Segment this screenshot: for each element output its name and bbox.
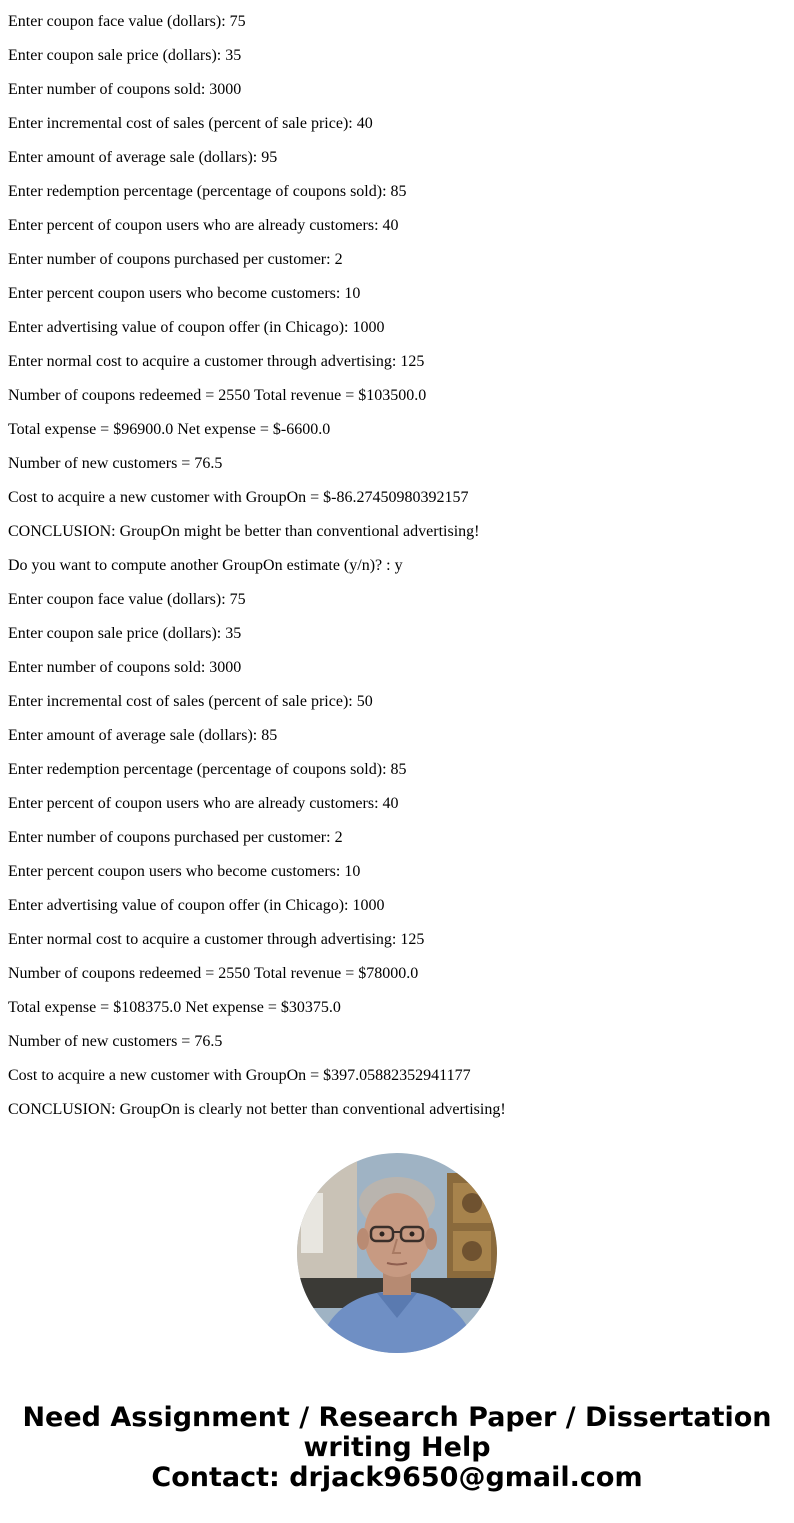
transcript-line: CONCLUSION: GroupOn is clearly not better than conventional advertising! — [8, 1101, 506, 1118]
transcript-line: Enter advertising value of coupon offer (in Chicago): 1000 — [8, 897, 385, 914]
transcript-line: Enter redemption percentage (percentage of coupons sold): 85 — [8, 761, 407, 778]
transcript-line: Cost to acquire a new customer with GroupOn = $-86.27450980392157 — [8, 489, 469, 506]
console-transcript — [8, 13, 788, 1135]
assignment-help-banner — [0, 1403, 794, 1493]
transcript-line: Total expense = $96900.0 Net expense = $-6600.0 — [8, 421, 331, 438]
transcript-line: Number of coupons redeemed = 2550 Total revenue = $103500.0 — [8, 387, 427, 404]
transcript-line: Enter percent coupon users who become customers: 10 — [8, 863, 361, 880]
author-avatar — [297, 1153, 497, 1353]
transcript-line: Enter advertising value of coupon offer (in Chicago): 1000 — [8, 319, 385, 336]
transcript-line: Enter percent of coupon users who are already customers: 40 — [8, 795, 399, 812]
transcript-line: Number of new customers = 76.5 — [8, 455, 223, 472]
transcript-line: Number of coupons redeemed = 2550 Total revenue = $78000.0 — [8, 965, 419, 982]
transcript-line: Enter percent of coupon users who are already customers: 40 — [8, 217, 399, 234]
transcript-line: Enter coupon sale price (dollars): 35 — [8, 47, 242, 64]
transcript-line: Enter number of coupons sold: 3000 — [8, 659, 242, 676]
portrait-image — [297, 1153, 497, 1353]
transcript-line: Enter incremental cost of sales (percent of sale price): 50 — [8, 693, 373, 710]
transcript-line: Number of new customers = 76.5 — [8, 1033, 223, 1050]
transcript-line: Cost to acquire a new customer with GroupOn = $397.05882352941177 — [8, 1067, 471, 1084]
transcript-line: Enter amount of average sale (dollars): 85 — [8, 727, 278, 744]
transcript-line: Enter normal cost to acquire a customer through advertising: 125 — [8, 931, 425, 948]
transcript-line: Enter percent coupon users who become customers: 10 — [8, 285, 361, 302]
transcript-line: CONCLUSION: GroupOn might be better than conventional advertising! — [8, 523, 480, 540]
transcript-line: Enter number of coupons purchased per customer: 2 — [8, 829, 343, 846]
transcript-line: Enter number of coupons sold: 3000 — [8, 81, 242, 98]
transcript-line: Enter amount of average sale (dollars): 95 — [8, 149, 278, 166]
promo-line-2: writing Help — [303, 1432, 491, 1463]
transcript-line: Enter coupon sale price (dollars): 35 — [8, 625, 242, 642]
transcript-line: Do you want to compute another GroupOn estimate (y/n)? : y — [8, 557, 403, 574]
transcript-line: Enter coupon face value (dollars): 75 — [8, 13, 246, 30]
transcript-line: Enter coupon face value (dollars): 75 — [8, 591, 246, 608]
transcript-line: Enter normal cost to acquire a customer through advertising: 125 — [8, 353, 425, 370]
promo-line-1: Need Assignment / Research Paper / Dissertation — [22, 1402, 772, 1433]
promo-contact-line: Contact: drjack9650@gmail.com — [151, 1462, 643, 1493]
transcript-line: Enter number of coupons purchased per customer: 2 — [8, 251, 343, 268]
transcript-line: Enter incremental cost of sales (percent of sale price): 40 — [8, 115, 373, 132]
transcript-line: Enter redemption percentage (percentage of coupons sold): 85 — [8, 183, 407, 200]
transcript-line: Total expense = $108375.0 Net expense = $30375.0 — [8, 999, 341, 1016]
